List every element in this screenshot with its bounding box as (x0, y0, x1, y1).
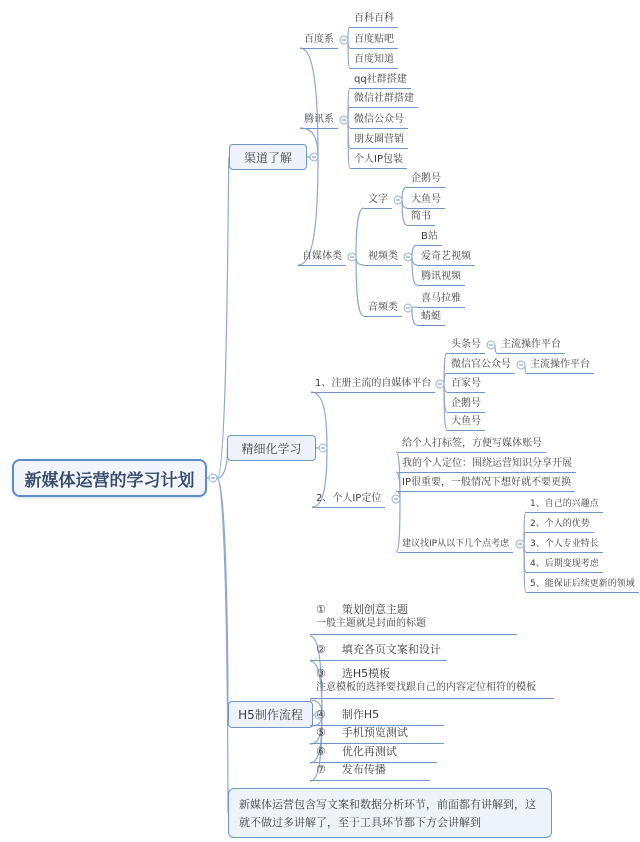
step-number: ② (316, 643, 326, 656)
node-h5-step-2[interactable] (310, 640, 447, 661)
node-ip-note-2[interactable]: 我的个人定位：围绕运营知识分享开展 (398, 456, 576, 473)
node-tieba[interactable]: 百度贴吧 (350, 32, 398, 49)
node-suggest-2[interactable]: 2、个人的优势 (526, 517, 594, 533)
step-title: 优化再测试 (341, 745, 397, 758)
step-title: 填充各页文案和设计 (341, 643, 441, 656)
node-h5-step-5[interactable] (310, 723, 444, 744)
node-dayuhao[interactable]: 大鱼号 (407, 192, 445, 209)
node-moments[interactable]: 朋友圈营销 (350, 132, 408, 149)
node-ip-note-1[interactable]: 给个人打标签，方便写媒体账号 (398, 436, 546, 453)
node-ip-note-3[interactable]: IP很重要，一般情况下想好就不要更换 (398, 475, 575, 492)
footnote-node[interactable]: 新媒体运营包含写文案和数据分析环节，前面都有讲解到，这就不做过多讲解了，至于工具环节都下方会讲解到 (228, 788, 552, 838)
node-jianshu[interactable]: 简书 (407, 209, 435, 226)
collapse-toggle[interactable] (310, 153, 318, 161)
collapse-toggle[interactable] (392, 495, 400, 503)
node-bilibili[interactable]: B站 (417, 229, 442, 246)
step-number: ④ (316, 708, 326, 721)
collapse-toggle[interactable] (487, 341, 495, 349)
collapse-toggle[interactable] (404, 253, 412, 261)
node-video-group[interactable]: 视频类 (364, 249, 402, 266)
node-audio-group[interactable]: 音频类 (364, 300, 402, 317)
node-mainstream-tag-2[interactable]: 主流操作平台 (526, 357, 594, 374)
node-register[interactable]: 1、注册主流的自媒体平台 (311, 376, 435, 393)
node-suggest-1[interactable]: 1、自己的兴趣点 (526, 497, 603, 513)
collapse-toggle[interactable] (394, 196, 402, 204)
step-title: 选H5模板 (341, 667, 391, 680)
node-zhidao[interactable]: 百度知道 (350, 52, 398, 69)
step-number: ⑦ (316, 763, 326, 776)
node-tencent-video[interactable]: 腾讯视频 (417, 269, 465, 286)
node-qq-group[interactable]: qq社群搭建 (350, 72, 411, 89)
step-note: 一般主题就是封面的标题 (316, 618, 426, 629)
node-qiehao-2[interactable]: 企鹅号 (447, 396, 485, 413)
node-h5-step-7[interactable] (310, 760, 430, 781)
root-node[interactable]: 新媒体运营的学习计划 (12, 459, 207, 497)
node-suggest-4[interactable]: 4、后期变现考虑 (526, 557, 603, 573)
step-note: 注意模板的选择要找跟自己的内容定位相符的模板 (316, 682, 536, 693)
collapse-toggle[interactable] (516, 540, 524, 548)
step-number: ③ (316, 667, 326, 680)
collapse-toggle[interactable] (319, 444, 327, 452)
node-personal-ip[interactable]: 个人IP包装 (350, 152, 407, 169)
step-number: ⑤ (316, 726, 326, 739)
node-suggest-5[interactable]: 5、能保证后续更新的领域 (526, 577, 639, 593)
node-ip-suggest[interactable]: 建议找IP从以下几个点考虑 (398, 537, 513, 553)
collapse-toggle[interactable] (436, 380, 444, 388)
step-title: 手机预览测试 (341, 726, 408, 739)
node-wechat-official[interactable]: 微信官公众号 (447, 357, 515, 374)
node-baidu-group[interactable]: 百度系 (300, 32, 338, 49)
branch-channel[interactable]: 渠道了解 (229, 144, 307, 170)
step-number: ⑥ (316, 745, 326, 758)
node-qiehao[interactable]: 企鹅号 (407, 171, 445, 188)
node-wechat-mp[interactable]: 微信公众号 (350, 112, 408, 129)
node-h5-step-1[interactable] (310, 600, 517, 635)
node-text-group[interactable]: 文字 (364, 192, 392, 209)
collapse-toggle[interactable] (348, 253, 356, 261)
node-h5-step-3[interactable] (310, 664, 554, 699)
node-selfmedia-group[interactable]: 自媒体类 (298, 249, 346, 266)
node-wechat-group[interactable]: 微信社群搭建 (350, 91, 418, 108)
node-qingting[interactable]: 蜻蜓 (417, 309, 445, 326)
collapse-toggle[interactable] (209, 474, 217, 482)
node-suggest-3[interactable]: 3、个人专业特长 (526, 537, 603, 553)
collapse-toggle[interactable] (340, 36, 348, 44)
node-dayuhao-2[interactable]: 大鱼号 (447, 414, 485, 431)
node-ximalaya[interactable]: 喜马拉雅 (417, 291, 465, 308)
branch-refined[interactable]: 精细化学习 (227, 435, 316, 461)
node-tencent-group[interactable]: 腾讯系 (300, 112, 338, 129)
collapse-toggle[interactable] (340, 116, 348, 124)
step-title: 制作H5 (341, 708, 380, 721)
collapse-toggle[interactable] (404, 304, 412, 312)
node-ip-position[interactable]: 2、个人IP定位 (312, 491, 385, 508)
step-number: ① (316, 603, 326, 616)
node-mainstream-tag-1[interactable]: 主流操作平台 (497, 337, 565, 354)
node-baike[interactable]: 百科百科 (350, 11, 398, 28)
node-toutiao[interactable]: 头条号 (447, 337, 485, 354)
branch-h5[interactable]: H5制作流程 (228, 701, 313, 728)
step-title: 发布传播 (341, 763, 386, 776)
collapse-toggle[interactable] (517, 361, 525, 369)
node-iqiyi[interactable]: 爱奇艺视频 (417, 249, 475, 266)
node-baijiahao[interactable]: 百家号 (447, 376, 485, 393)
step-title: 策划创意主题 (341, 603, 408, 616)
